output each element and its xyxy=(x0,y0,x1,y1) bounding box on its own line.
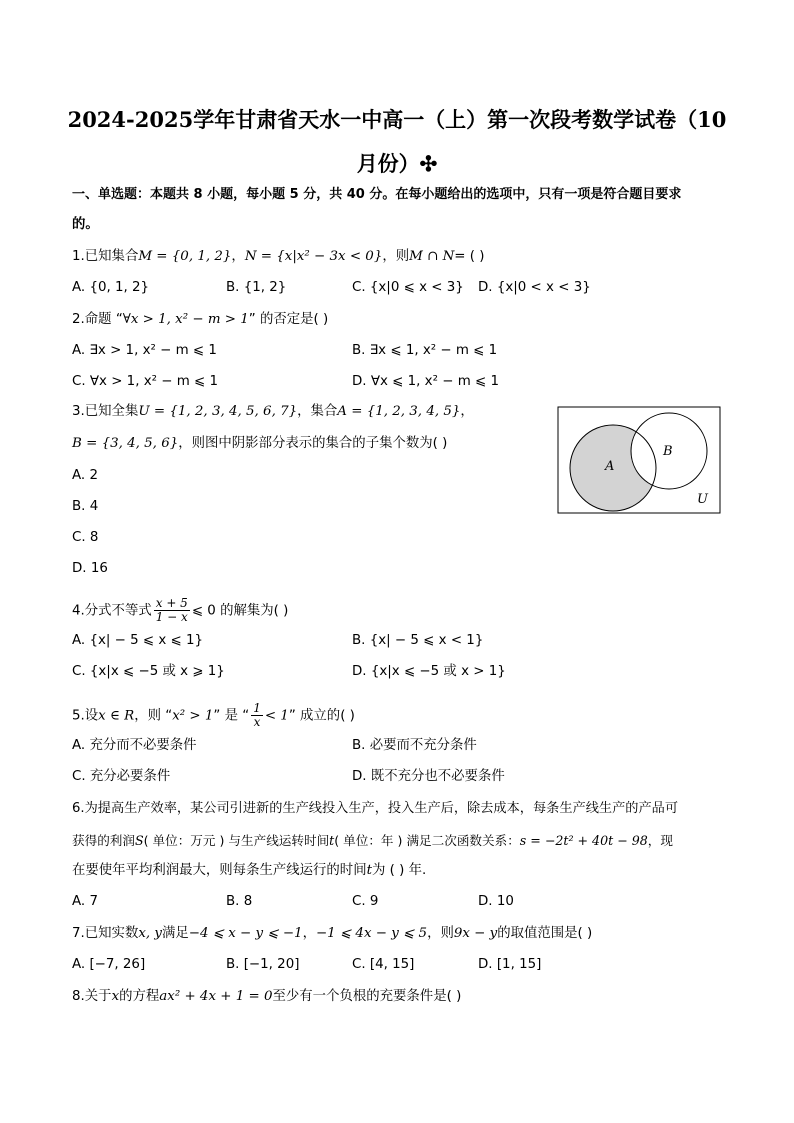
q3-text: ， xyxy=(460,404,474,419)
q4-text: ⩽ 0 的解集为( ) xyxy=(191,603,289,619)
q4-numerator: x + 5 xyxy=(155,596,188,610)
q7-expr: 9x − y xyxy=(453,926,498,941)
q5-denominator: x xyxy=(253,715,261,729)
q5-text: ” 成立的( ) xyxy=(288,708,355,724)
q6-var-s: S xyxy=(134,833,144,848)
q2-option-b: B. ∃x ⩽ 1, x² − m ⩽ 1 xyxy=(352,343,498,358)
q5-text: ，则 “ xyxy=(134,708,173,724)
q1-sep: ， xyxy=(231,249,245,264)
q8-var: x xyxy=(111,989,120,1004)
q6-formula: s = −2t² + 40t − 98 xyxy=(519,833,648,848)
q4-denominator: 1 − x xyxy=(155,610,188,624)
q8-equation: ax² + 4x + 1 = 0 xyxy=(159,989,273,1004)
q5-numerator: 1 xyxy=(253,701,261,715)
q7-text: ，则 xyxy=(427,926,454,941)
q1-expr: M ∩ N xyxy=(409,249,455,264)
q4-option-a: A. {x| − 5 ⩽ x ⩽ 1} xyxy=(72,633,204,648)
q3-option-a: A. 2 xyxy=(72,468,98,483)
q1-text: 1.已知集合 xyxy=(72,249,139,264)
q5-expr: x² > 1 xyxy=(172,708,214,724)
q3-option-c: C. 8 xyxy=(72,530,99,545)
q1-sep: ，则 xyxy=(382,249,410,264)
question-5-stem xyxy=(72,702,355,729)
question-7-stem xyxy=(72,925,592,943)
page-title-line-2: 月份）✣ xyxy=(356,151,438,176)
q5-expr: < 1 xyxy=(264,708,289,724)
q6-option-b: B. 8 xyxy=(226,894,253,909)
page-title-line-1: 2024-2025学年甘肃省天水一中高一（上）第一次段考数学试卷（10 xyxy=(67,107,727,132)
q8-text: 至少有一个负根的充要条件是( ) xyxy=(272,989,462,1004)
q5-option-b: B. 必要而不充分条件 xyxy=(352,738,477,753)
set-u-label: U xyxy=(697,492,708,507)
q6-text: 为 ( ) 年. xyxy=(371,863,427,878)
q3-option-d: D. 16 xyxy=(72,561,108,576)
q7-text: ， xyxy=(302,926,316,941)
question-4-stem xyxy=(72,597,288,624)
q1-set-n: N = {x|x² − 3x < 0} xyxy=(244,249,383,264)
q7-option-a: A. [−7, 26] xyxy=(72,957,146,972)
q3-text: ，集合 xyxy=(297,404,338,419)
q7-option-c: C. [4, 15] xyxy=(352,957,415,972)
q6-option-c: C. 9 xyxy=(352,894,379,909)
q6-option-d: D. 10 xyxy=(478,894,514,909)
q3-set-a: A = {1, 2, 3, 4, 5} xyxy=(337,404,461,419)
q2-option-a: A. ∃x > 1, x² − m ⩽ 1 xyxy=(72,343,217,358)
q7-text: 满足 xyxy=(161,926,189,941)
set-b-label: B xyxy=(663,444,673,459)
q6-option-a: A. 7 xyxy=(72,894,98,909)
q2-expr: ∀x > 1, x² − m > 1 xyxy=(122,312,249,327)
q1-option-b: B. {1, 2} xyxy=(226,280,287,295)
q7-vars: x, y xyxy=(138,926,162,941)
q3-text: ，则图中阴影部分表示的集合的子集个数为( ) xyxy=(178,436,448,451)
q2-option-d: D. ∀x ⩽ 1, x² − m ⩽ 1 xyxy=(352,374,499,389)
q4-option-d: D. {x|x ⩽ −5 或 x > 1} xyxy=(352,664,506,679)
q3-text: 3.已知全集 xyxy=(72,404,139,419)
question-3-stem-line-2 xyxy=(72,435,447,453)
q7-option-b: B. [−1, 20] xyxy=(226,957,300,972)
q1-set-m: M = {0, 1, 2} xyxy=(138,249,232,264)
venn-diagram xyxy=(557,406,722,515)
q5-fraction xyxy=(251,702,263,729)
q3-option-b: B. 4 xyxy=(72,499,99,514)
q4-option-b: B. {x| − 5 ⩽ x < 1} xyxy=(352,633,484,648)
q4-option-c: C. {x|x ⩽ −5 或 x ⩾ 1} xyxy=(72,664,225,679)
q6-var-t: t xyxy=(329,833,335,848)
q8-text: 的方程 xyxy=(119,989,160,1004)
q6-text: ，现 xyxy=(647,833,673,848)
q6-text: ( 单位：万元 ) 与生产线运转时间 xyxy=(143,833,330,848)
question-2-stem xyxy=(72,311,328,329)
q7-option-d: D. [1, 15] xyxy=(478,957,542,972)
q5-text: 5.设 xyxy=(72,708,99,724)
question-6-line-3 xyxy=(72,862,426,880)
q7-condition-1: −4 ⩽ x − y ⩽ −1 xyxy=(188,926,303,941)
q3-set-b: B = {3, 4, 5, 6} xyxy=(72,436,179,451)
q5-expr: x ∈ R xyxy=(98,708,135,724)
q7-text: 的取值范围是( ) xyxy=(497,926,593,941)
set-a-label: A xyxy=(605,459,615,474)
question-6-line-1: 6.为提高生产效率，某公司引进新的生产线投入生产，投入生产后，除去成本，每条生产线生产的产品可 xyxy=(72,801,679,816)
q2-text: ” 的否定是( ) xyxy=(248,312,329,327)
q3-set-u: U = {1, 2, 3, 4, 5, 6, 7} xyxy=(138,404,298,419)
q2-option-c: C. ∀x > 1, x² − m ⩽ 1 xyxy=(72,374,219,389)
q7-text: 7.已知实数 xyxy=(72,926,139,941)
q6-text: ( 单位：年 ) 满足二次函数关系： xyxy=(334,833,520,848)
question-6-line-2 xyxy=(72,832,673,850)
q1-option-d: D. {x|0 < x < 3} xyxy=(478,280,591,295)
q4-fraction xyxy=(154,597,190,624)
q6-text: 获得的利润 xyxy=(72,833,135,848)
q4-text: 4.分式不等式 xyxy=(72,603,152,619)
q6-var-t: t xyxy=(366,863,372,878)
q1-option-c: C. {x|0 ⩽ x < 3} xyxy=(352,280,464,295)
q1-option-a: A. {0, 1, 2} xyxy=(72,280,150,295)
section-heading-line-2: 的。 xyxy=(72,217,99,232)
q7-condition-2: −1 ⩽ 4x − y ⩽ 5 xyxy=(315,926,428,941)
q2-text: 2.命题 “ xyxy=(72,312,123,327)
q5-option-a: A. 充分而不必要条件 xyxy=(72,738,197,753)
q8-text: 8.关于 xyxy=(72,989,112,1004)
question-3-stem-line-1 xyxy=(72,403,474,421)
question-1-stem xyxy=(72,248,484,266)
q6-text: 在要使年平均利润最大，则每条生产线运行的时间 xyxy=(72,863,367,878)
question-8-stem xyxy=(72,988,461,1006)
q5-option-c: C. 充分必要条件 xyxy=(72,769,171,784)
q5-text: ” 是 “ xyxy=(213,708,250,724)
q1-tail: = ( ) xyxy=(454,249,485,264)
section-heading-line-1: 一、单选题：本题共 8 小题，每小题 5 分，共 40 分。在每小题给出的选项中，只有一项是符合题目要求 xyxy=(72,187,682,202)
q5-option-d: D. 既不充分也不必要条件 xyxy=(352,769,505,784)
